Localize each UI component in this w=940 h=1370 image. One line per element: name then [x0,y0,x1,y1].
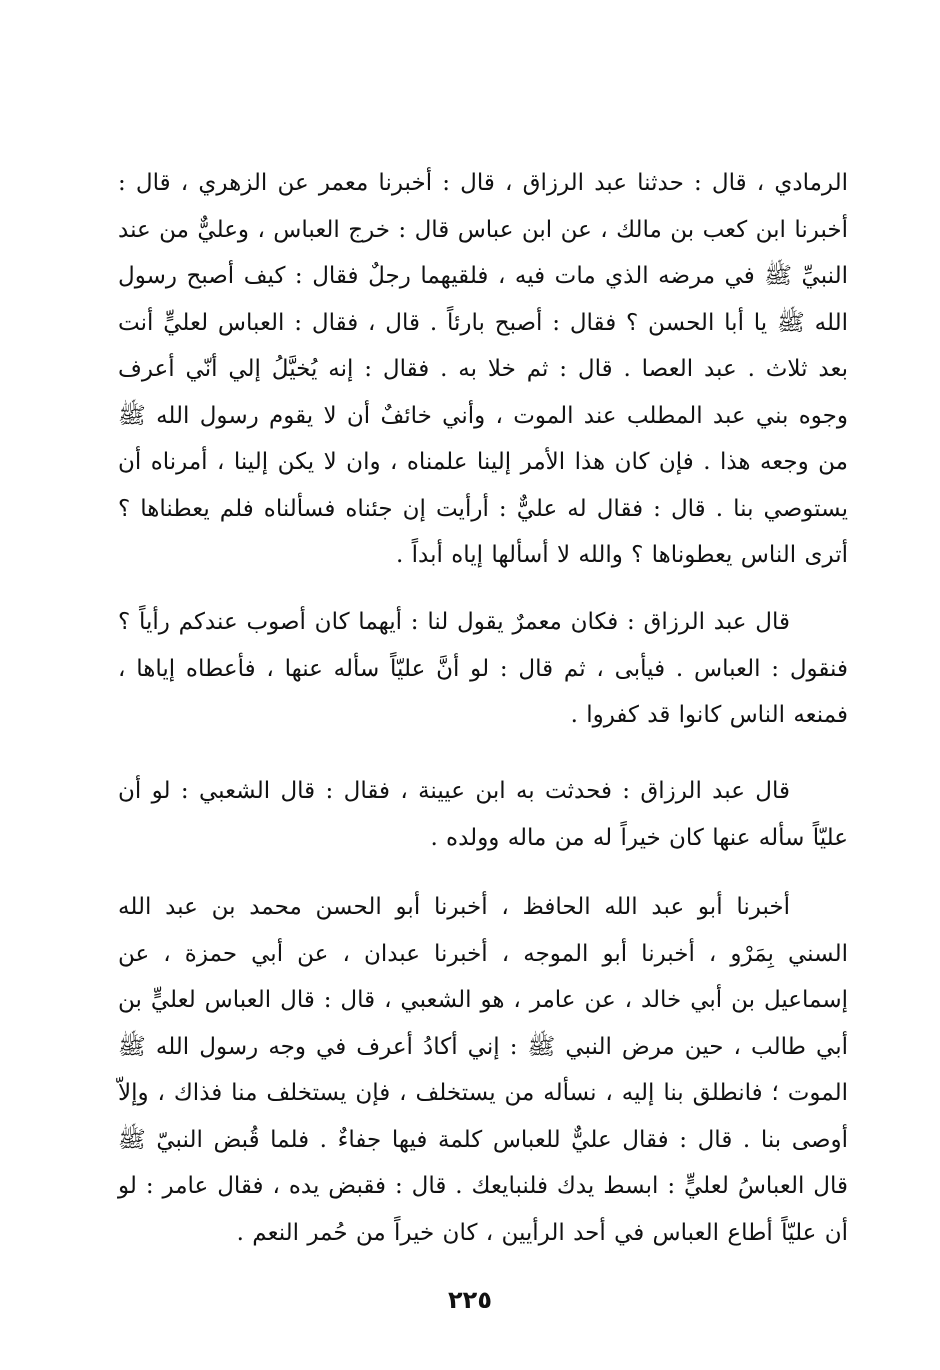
body-paragraph-2 [118,599,848,739]
paragraph-text: الرمادي ، قال : حدثنا عبد الرزاق ، قال : أخبرنا معمر عن الزهري ، قال : أخبرنا ابن كعب بن مالك ، عن ابن عباس قال : خرج العباس ، وعليٌّ من عند النبيِّ ﷺ في مرضه الذي مات فيه ، فلقيهما رجلٌ فقال : كيف أصبح رسول الله ﷺ يا أبا الحسن ؟ فقال : أصبح بارئاً . قال ، فقال : العباس لعليٍّ أنت بعد ثلاث . عبد العصا . قال : ثم خلا به . فقال : إنه يُخيَّلُ إلي أنّي أعرف وجوه بني عبد المطلب عند الموت ، وأني خائفٌ أن لا يقوم رسول الله ﷺ من وجعه هذا . فإن كان هذا الأمر إلينا علمناه ، وان لا يكن إلينا ، أمرناه أن يستوصي بنا . قال : فقال له عليٌّ : أرأيت إن جئناه فسألناه فلم يعطناها ؟ أترى الناس يعطوناها ؟ والله لا أسألها إياه أبداً . [118,170,848,568]
paragraph-text: قال عبد الرزاق : فكان معمرٌ يقول لنا : أيهما كان أصوب عندكم رأياً ؟ فنقول : العباس . فيأبى ، ثم قال : لو أنَّ عليّاً سأله عنها ، فأعطاه إياها ، فمنعه الناس كانوا قد كفروا . [118,609,848,728]
page-number: ٢٢٥ [448,1286,492,1314]
body-paragraph-1 [118,160,848,579]
paragraph-text: قال عبد الرزاق : فحدثت به ابن عيينة ، فقال : قال الشعبي : لو أن عليّاً سأله عنها كان خيراً له من ماله وولده . [118,778,848,851]
paragraph-text: أخبرنا أبو عبد الله الحافظ ، أخبرنا أبو الحسن محمد بن عبد الله السني بِمَرْو ، أخبرنا أبو الموجه ، أخبرنا عبدان ، عن أبي حمزة ، عن إسماعيل بن أبي خالد ، عن عامر ، هو الشعبي ، قال : قال العباس لعليٍّ بن أبي طالب ، حين مرض النبي ﷺ : إني أكادُ أعرف في وجه رسول الله ﷺ الموت ؛ فانطلق بنا إليه ، نسأله من يستخلف ، فإن يستخلف منا فذاك ، وإلاّ أوصى بنا . قال : فقال عليٌّ للعباس كلمة فيها جفاءٌ . فلما قُبض النبيّ ﷺ قال العباسُ لعليٍّ : ابسط يدك فلنبايعك . قال : فقبض يده ، فقال عامر : لو أن عليّاً أطاع العباس في أحد الرأيين ، كان خيراً من حُمر النعم . [118,894,848,1246]
body-paragraph-3 [118,768,848,861]
body-paragraph-4 [118,884,848,1256]
